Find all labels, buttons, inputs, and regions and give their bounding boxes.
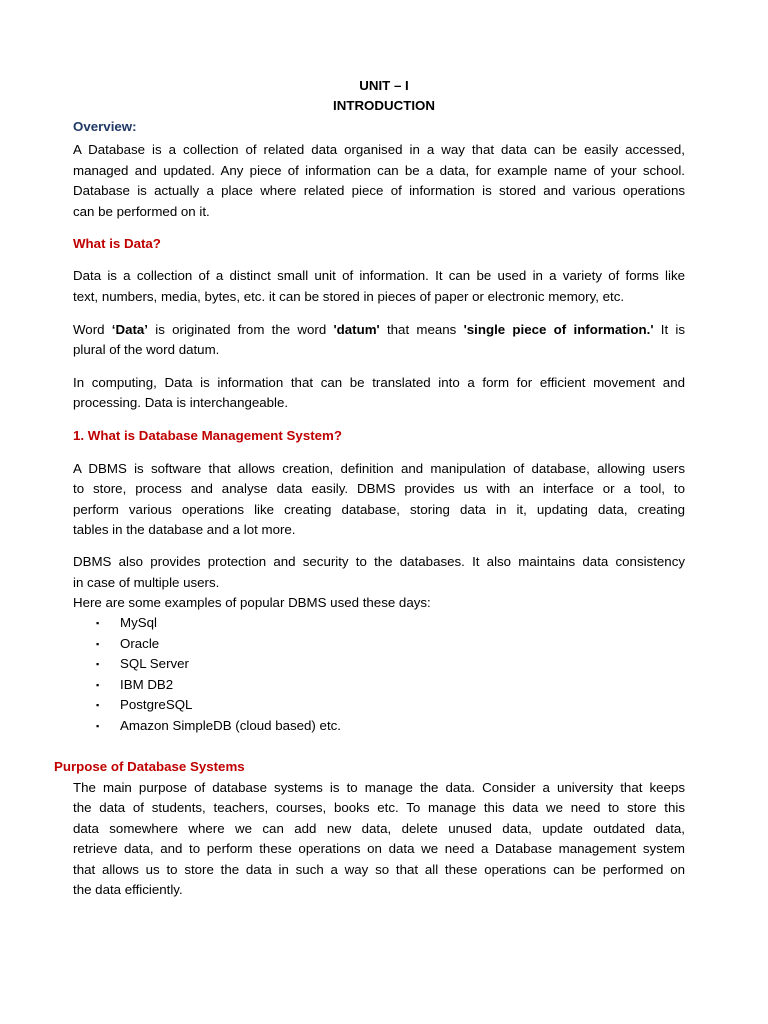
purpose-line: retrieve data, and to perform these operations on data we need a Database management system <box>73 841 685 856</box>
dbms-heading: 1. What is Database Management System? <box>73 428 342 443</box>
bullet-icon: ▪ <box>96 639 100 649</box>
data-paragraph-line: Data is a collection of a distinct small unit of information. It can be used in a variety of forms like <box>73 268 685 283</box>
protection-line: DBMS also provides protection and security to the databases. It also maintains data consistency <box>73 554 685 569</box>
text-fragment: It is <box>653 322 685 337</box>
overview-line: A Database is a collection of related data organised in a way that data can be easily accessed, <box>73 142 685 157</box>
purpose-line: the data of students, teachers, courses, books etc. To manage this data we need to store this <box>73 800 685 815</box>
purpose-heading: Purpose of Database Systems <box>54 759 245 774</box>
bullet-icon: ▪ <box>96 680 100 690</box>
list-item: PostgreSQL <box>120 697 193 712</box>
list-item: SQL Server <box>120 656 189 671</box>
examples-intro: Here are some examples of popular DBMS used these days: <box>73 595 431 610</box>
list-item: Oracle <box>120 636 160 651</box>
datum-origin-line <box>73 320 685 340</box>
overview-line: can be performed on it. <box>73 204 210 219</box>
dbms-paragraph-line: A DBMS is software that allows creation, definition and manipulation of database, allowing users <box>73 461 685 476</box>
bold-term: 'single piece of information.' <box>463 322 654 337</box>
list-item: IBM DB2 <box>120 677 174 692</box>
list-item: Amazon SimpleDB (cloud based) etc. <box>120 718 341 733</box>
bullet-icon: ▪ <box>96 618 100 628</box>
bullet-icon: ▪ <box>96 700 100 710</box>
what-is-data-heading: What is Data? <box>73 236 161 251</box>
unit-label: UNIT – I <box>359 78 409 93</box>
data-paragraph-line: text, numbers, media, bytes, etc. it can be stored in pieces of paper or electronic memory, etc. <box>73 289 625 304</box>
overview-heading: Overview: <box>73 119 137 134</box>
text-fragment: that means <box>379 322 464 337</box>
bold-term: 'datum' <box>333 322 380 337</box>
overview-line: Database is actually a place where related piece of information is stored and various operations <box>73 183 685 198</box>
purpose-line: The main purpose of database systems is to manage the data. Consider a university that keeps <box>73 780 685 795</box>
dbms-paragraph-line: perform various operations like creating database, storing data in it, updating data, creating <box>73 502 685 517</box>
computing-line: processing. Data is interchangeable. <box>73 395 289 410</box>
bullet-icon: ▪ <box>96 659 100 669</box>
purpose-line: data somewhere where we can add new data, delete unused data, update outdated data, <box>73 821 685 836</box>
bold-term: ‘Data’ <box>111 322 149 337</box>
page-title: INTRODUCTION <box>333 98 435 113</box>
overview-line: managed and updated. Any piece of information can be a data, for example name of your school. <box>73 163 685 178</box>
text-fragment: Word <box>73 322 112 337</box>
bullet-icon: ▪ <box>96 721 100 731</box>
purpose-line: the data efficiently. <box>73 882 183 897</box>
text-fragment: is originated from the word <box>148 322 334 337</box>
computing-line: In computing, Data is information that can be translated into a form for efficient movement and <box>73 375 685 390</box>
protection-line: in case of multiple users. <box>73 575 220 590</box>
list-item: MySql <box>120 615 157 630</box>
datum-origin-line: plural of the word datum. <box>73 342 220 357</box>
dbms-paragraph-line: to store, process and analyse data easily. DBMS provides us with an interface or a tool, to <box>73 481 685 496</box>
dbms-paragraph-line: tables in the database and a lot more. <box>73 522 296 537</box>
purpose-line: that allows us to store the data in such a way so that all these operations can be performed on <box>73 862 685 877</box>
